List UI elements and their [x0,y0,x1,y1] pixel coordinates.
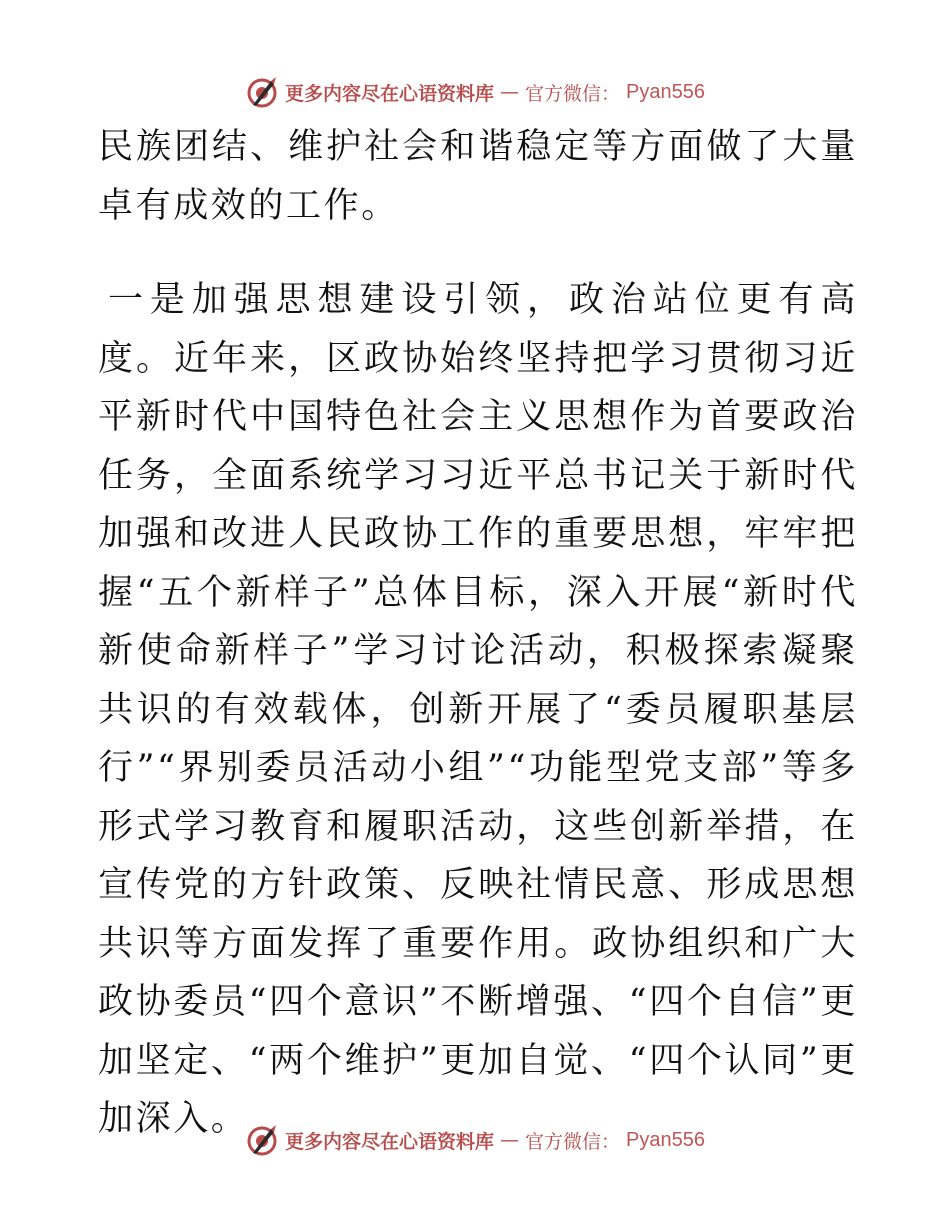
banner-wechat-label: 官方微信： [525,82,621,105]
banner-dash: — [500,1129,520,1151]
quill-logo-icon [245,75,279,109]
footer-banner [0,1120,950,1160]
paragraph-1: 民族团结、维护社会和谐稳定等方面做了大量卓有成效的工作。 [98,127,858,226]
banner-wechat-label: 官方微信： [525,1130,621,1153]
paragraph-2: 一是加强思想建设引领，政治站位更有高度。近年来，区政协始终坚持把学习贯彻习近平新时代中国特色社会主义思想作为首要政治任务，全面系统学习习近平总书记关于新时代加强和改进人民政协工作的重要思想，牢牢把握“五个新样子”总体目标，深入开展“新时代新使命新样子”学习讨论活动，积极探索凝聚共识的有效载体，创新开展了“委员履职基层行”“界别委员活动小组”“功能型党支部”等多形式学习教育和履职活动，这些创新举措，在宣传党的方针政策、反映社情民意、形成思想共识等方面发挥了重要作用。政协组织和广大政协委员“四个意识”不断增强、“四个自信”更加坚定、“两个维护”更加自觉、“四个认同”更加深入。 [98,280,858,1139]
banner-dash: — [500,81,520,103]
banner-brand-text: 更多内容尽在心语资料库 [285,1130,495,1153]
document-body [98,118,858,1149]
banner-wechat-id: Pyan556 [626,1128,705,1151]
header-banner [0,72,950,112]
banner-brand-text: 更多内容尽在心语资料库 [285,82,495,105]
quill-logo-icon [245,1123,279,1157]
banner-wechat-id: Pyan556 [626,80,705,103]
